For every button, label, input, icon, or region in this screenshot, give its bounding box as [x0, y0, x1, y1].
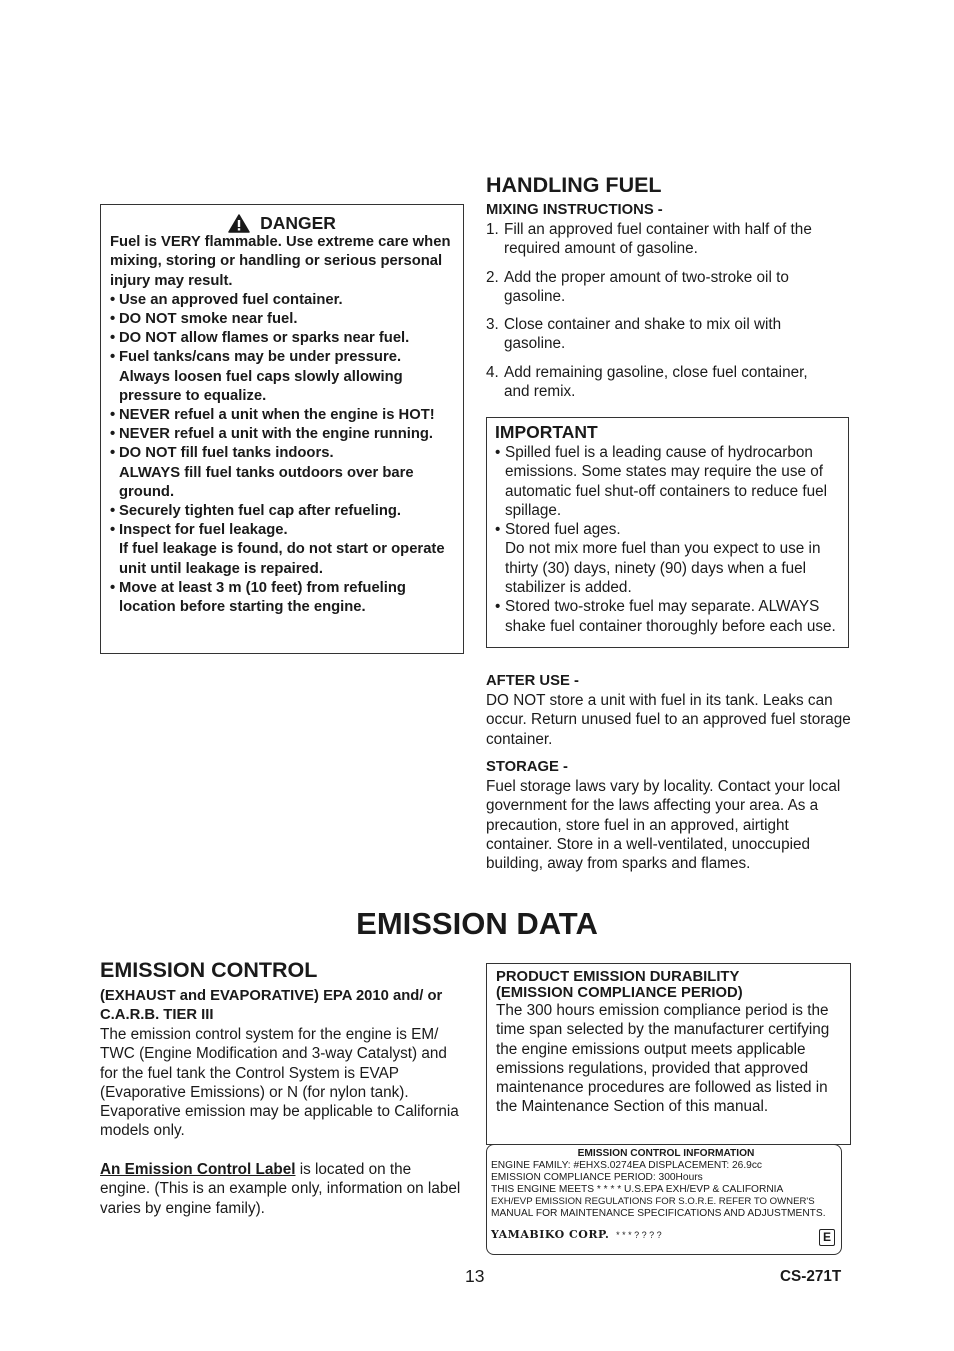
- emission-control-heading: EMISSION CONTROL: [100, 958, 318, 982]
- model-number: CS-271T: [780, 1268, 842, 1285]
- emission-label-note: An Emission Control Label is located on the engine. (This is an example only, information on label varies by engine family).: [100, 1161, 461, 1217]
- important-bullet: • Spilled fuel is a leading cause of hydrocarbon emissions. Some states may require the use of automatic fuel shut-off containers to reduce fuel spillage.: [495, 444, 827, 519]
- danger-bullet: • DO NOT smoke near fuel.: [110, 311, 298, 328]
- danger-bullet: • Use an approved fuel container.: [110, 291, 343, 308]
- storage-text: Fuel storage laws vary by locality. Contact your local government for the laws affecting your area. As a precaution, store fuel in an approved, airtight container. Store in a well-ventilated, unoccupied building, away from sparks and flames.: [486, 778, 841, 873]
- danger-bullet: • Move at least 3 m (10 feet) from refueling location before starting the engine.: [110, 579, 406, 616]
- list-item: 2. Add the proper amount of two-stroke oil to gasoline.: [486, 268, 789, 305]
- storage-label: STORAGE -: [486, 759, 568, 775]
- danger-bullet: • Fuel tanks/cans may be under pressure. Always loosen fuel caps slowly allowing pressure to equalize.: [110, 349, 403, 404]
- durability-box: [486, 963, 851, 1145]
- label-line: EXH/EVP EMISSION REGULATIONS FOR S.O.R.E. REFER TO OWNER'S: [491, 1196, 815, 1207]
- label-title: EMISSION CONTROL INFORMATION: [577, 1148, 755, 1159]
- danger-intro: Fuel is VERY flammable. Use extreme care when mixing, storing or handling or serious personal injury may result.: [110, 234, 451, 289]
- page-number: 13: [465, 1266, 485, 1286]
- brand-logo: YAMABIKO CORP.: [491, 1228, 610, 1241]
- warning-icon: [228, 214, 250, 233]
- list-item: 3. Close container and shake to mix oil with gasoline.: [486, 316, 782, 353]
- mixing-instructions-label: MIXING INSTRUCTIONS -: [486, 202, 663, 218]
- label-line: MANUAL FOR MAINTENANCE SPECIFICATIONS AND ADJUSTMENTS.: [491, 1208, 826, 1219]
- emission-label-link: An Emission Control Label: [100, 1161, 296, 1178]
- emission-control-subtitle: (EXHAUST and EVAPORATIVE) EPA 2010 and/ or C.A.R.B. TIER III: [100, 988, 443, 1024]
- danger-bullet-extra: ALWAYS fill fuel tanks outdoors over bare ground.: [119, 464, 414, 500]
- important-bullet: • Stored fuel ages. Do not mix more fuel than you expect to use in thirty (30) days, ninety (90) days when a fuel stabilizer is added.: [495, 521, 821, 597]
- important-title: IMPORTANT: [495, 422, 598, 442]
- emission-control-text: The emission control system for the engine is EM/ TWC (Engine Modification and 3-way Catalyst) and for the fuel tank the Control System is EVAP (Evaporative Emissions) or N (for nylon tank). Evaporative emission may be applicable to California models only.: [100, 1026, 459, 1140]
- list-item: 4. Add remaining gasoline, close fuel container, and remix.: [486, 363, 808, 401]
- important-bullet: • Stored two-stroke fuel may separate. ALWAYS shake fuel container thoroughly before each use.: [495, 598, 836, 635]
- e-mark-icon: E: [819, 1229, 835, 1246]
- label-code: * * * ? ? ? ?: [616, 1230, 662, 1240]
- danger-title: DANGER: [260, 213, 336, 233]
- after-use-label: AFTER USE -: [486, 673, 579, 689]
- after-use-text: DO NOT store a unit with fuel in its tank. Leaks can occur. Return unused fuel to an approved fuel storage container.: [486, 692, 851, 748]
- label-line: THIS ENGINE MEETS * * * * U.S.EPA EXH/EVP & CALIFORNIA: [491, 1184, 784, 1195]
- danger-box: [100, 204, 464, 654]
- durability-subtitle: (EMISSION COMPLIANCE PERIOD): [496, 985, 743, 1001]
- mixing-steps: [486, 220, 836, 410]
- durability-title: PRODUCT EMISSION DURABILITY: [496, 969, 740, 985]
- danger-bullet: • NEVER refuel a unit when the engine is HOT!: [110, 407, 435, 424]
- danger-header: [110, 214, 454, 233]
- danger-bullet: • DO NOT allow flames or sparks near fuel.: [110, 330, 410, 347]
- label-line: EMISSION COMPLIANCE PERIOD: 300Hours: [491, 1172, 703, 1183]
- durability-text: The 300 hours emission compliance period is the time span selected by the manufacturer certifying the engine emissions output meets applicable emissions regulations, provided that approved maintenance procedures are followed as listed in the Maintenance Section of this manual.: [496, 1002, 830, 1116]
- danger-bullet: • Inspect for fuel leakage. If fuel leakage is found, do not start or operate unit until leakage is repaired.: [110, 522, 445, 577]
- emission-label-example: [486, 1144, 842, 1255]
- danger-bullet: • NEVER refuel a unit with the engine running.: [110, 426, 434, 443]
- important-box: [486, 417, 849, 648]
- danger-bullet: • Securely tighten fuel cap after refueling.: [110, 503, 402, 520]
- list-item: 1. Fill an approved fuel container with half of the required amount of gasoline.: [486, 221, 812, 258]
- emission-data-title: EMISSION DATA: [356, 906, 598, 941]
- handling-fuel-heading: HANDLING FUEL: [486, 173, 662, 197]
- label-brand-row: [491, 1229, 841, 1242]
- danger-bullet: • DO NOT fill fuel tanks indoors. ALWAYS fill fuel tanks outdoors over bare ground.: [110, 445, 414, 500]
- label-line: ENGINE FAMILY: #EHXS.0274EA DISPLACEMENT: 26.9cc: [491, 1160, 763, 1171]
- danger-bullet-extra: If fuel leakage is found, do not start or operate unit until leakage is repaired.: [119, 541, 445, 577]
